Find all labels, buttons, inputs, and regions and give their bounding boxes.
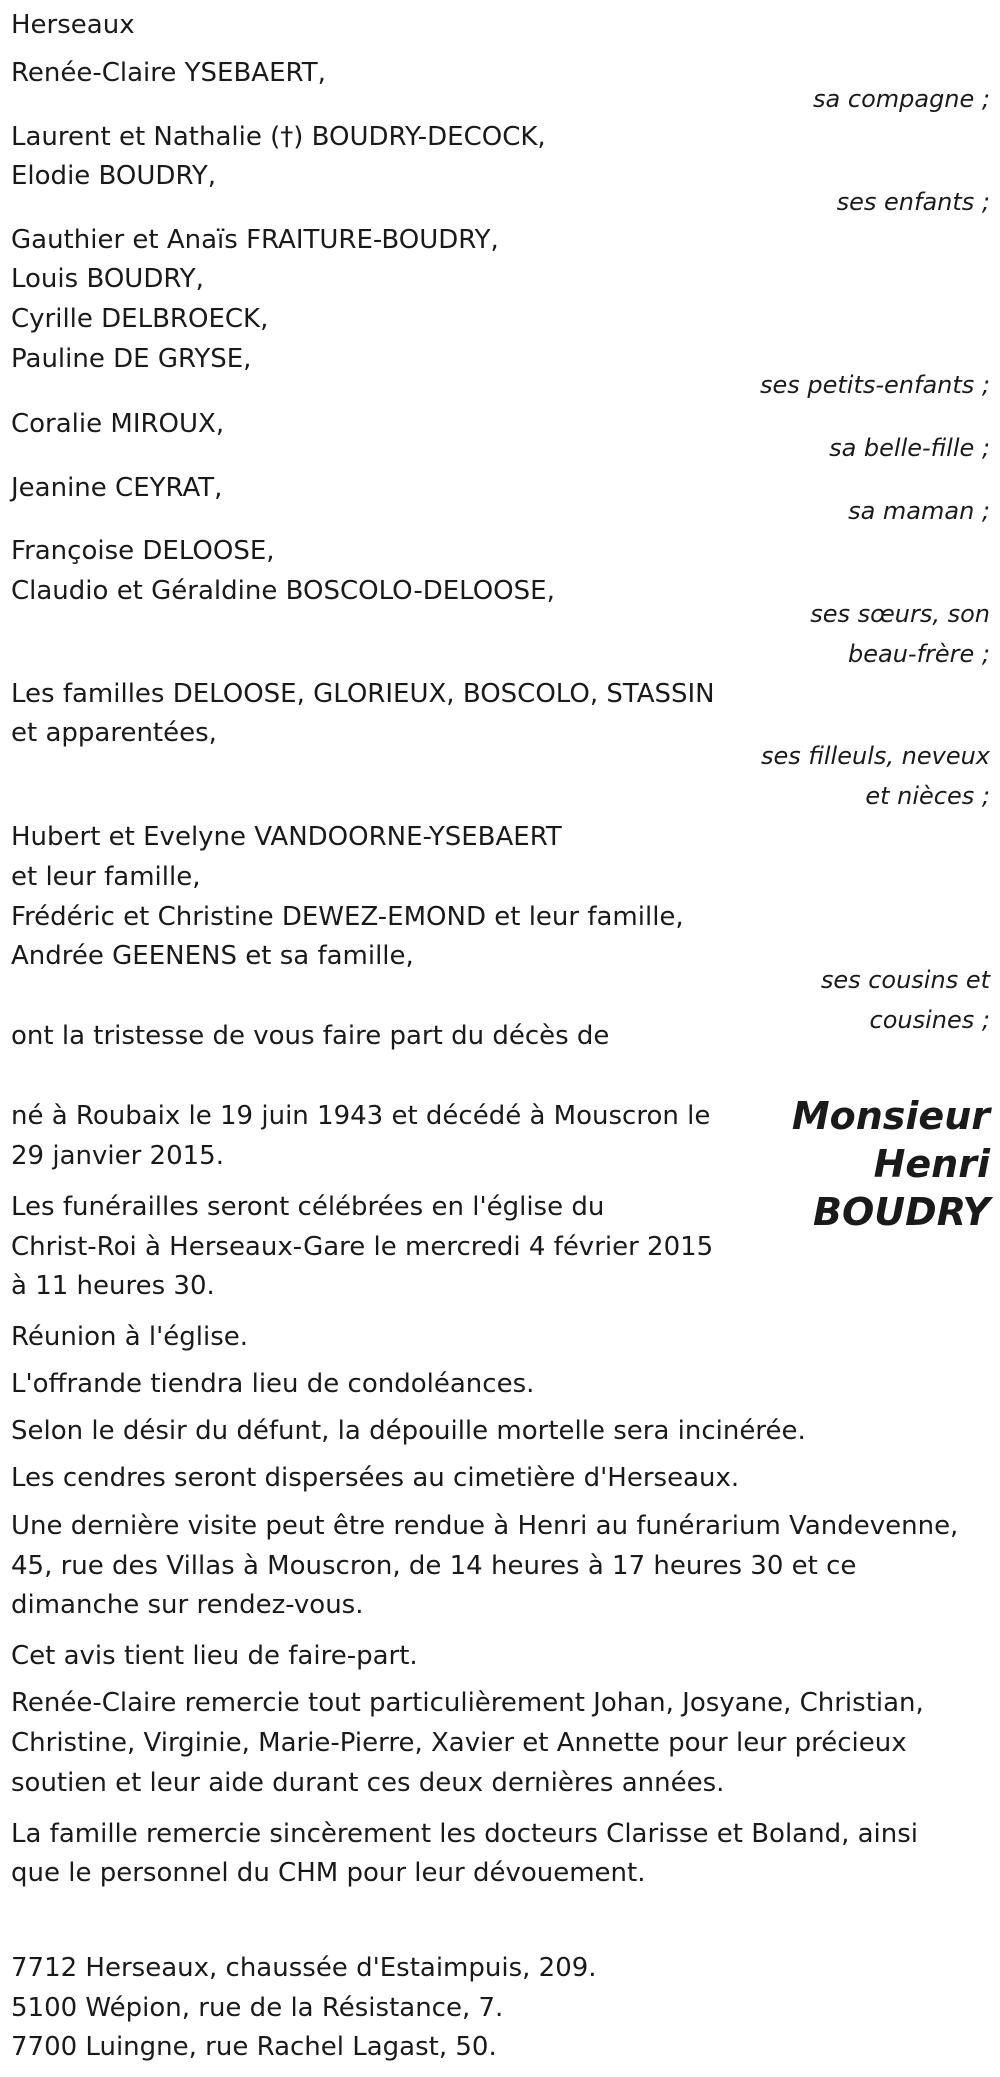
relation-label: beau-frère ; [847, 640, 990, 668]
mourner-line: Coralie MIROUX, [11, 409, 225, 439]
relation-label: sa belle-fille ; [829, 434, 990, 462]
body-line: Renée-Claire remercie tout particulièrement Johan, Josyane, Christian, [11, 1688, 924, 1718]
mourner-line: Laurent et Nathalie (†) BOUDRY-DECOCK, [11, 122, 546, 152]
body-line: L'offrande tiendra lieu de condoléances. [11, 1369, 535, 1399]
body-line: soutien et leur aide durant ces deux dernières années. [11, 1768, 725, 1798]
body-line: Réunion à l'église. [11, 1322, 249, 1352]
relation-label: sa maman ; [848, 497, 990, 525]
mourner-line: Hubert et Evelyne VANDOORNE-YSEBAERT [11, 822, 562, 852]
relation-label: cousines ; [869, 1006, 990, 1034]
deceased-name [792, 1092, 990, 1236]
body-line: 29 janvier 2015. [11, 1141, 224, 1171]
body-line: à 11 heures 30. [11, 1271, 215, 1301]
mourner-line: Gauthier et Anaïs FRAITURE-BOUDRY, [11, 225, 499, 255]
mourner-line: et leur famille, [11, 862, 201, 892]
body-line: Cet avis tient lieu de faire-part. [11, 1641, 418, 1671]
announcement-text: ont la tristesse de vous faire part du décès de [11, 1021, 610, 1051]
address-line: 7712 Herseaux, chaussée d'Estaimpuis, 209. [11, 1953, 597, 1983]
body-line: Les funérailles seront célébrées en l'église du [11, 1192, 605, 1222]
body-line: Christine, Virginie, Marie-Pierre, Xavier et Annette pour leur précieux [11, 1728, 907, 1758]
relation-label: ses cousins et [820, 966, 990, 994]
address-line: 5100 Wépion, rue de la Résistance, 7. [11, 1993, 504, 2023]
body-line: La famille remercie sincèrement les docteurs Clarisse et Boland, ainsi [11, 1819, 919, 1849]
mourner-line: Jeanine CEYRAT, [11, 473, 223, 503]
mourner-line: Renée-Claire YSEBAERT, [11, 58, 326, 88]
mourner-line: Cyrille DELBROECK, [11, 304, 269, 334]
body-line: dimanche sur rendez-vous. [11, 1590, 364, 1620]
body-line: que le personnel du CHM pour leur dévouement. [11, 1858, 646, 1888]
mourner-line: Françoise DELOOSE, [11, 536, 275, 566]
deceased-last-name: BOUDRY [813, 1190, 990, 1234]
relation-label: ses enfants ; [836, 188, 990, 216]
relation-label: et nièces ; [865, 782, 990, 810]
deceased-first-name: Henri [873, 1142, 990, 1186]
relation-label: ses filleuls, neveux [760, 742, 990, 770]
mourner-line: Louis BOUDRY, [11, 264, 204, 294]
body-line: Les cendres seront dispersées au cimetière d'Herseaux. [11, 1463, 740, 1493]
mourner-line: Claudio et Géraldine BOSCOLO-DELOOSE, [11, 576, 555, 606]
body-line: Selon le désir du défunt, la dépouille mortelle sera incinérée. [11, 1416, 806, 1446]
relation-label: sa compagne ; [813, 85, 990, 113]
body-line: 45, rue des Villas à Mouscron, de 14 heures à 17 heures 30 et ce [11, 1551, 857, 1581]
mourner-line: Frédéric et Christine DEWEZ-EMOND et leur famille, [11, 902, 684, 932]
mourner-line: Les familles DELOOSE, GLORIEUX, BOSCOLO, STASSIN [11, 679, 715, 709]
place-header: Herseaux [11, 10, 135, 40]
mourner-line: et apparentées, [11, 718, 217, 748]
relation-label: ses sœurs, son [810, 600, 990, 628]
mourner-line: Pauline DE GRYSE, [11, 344, 252, 374]
mourner-line: Elodie BOUDRY, [11, 161, 216, 191]
address-line: 7700 Luingne, rue Rachel Lagast, 50. [11, 2032, 497, 2062]
body-line: Christ-Roi à Herseaux-Gare le mercredi 4 février 2015 [11, 1232, 714, 1262]
body-line: Une dernière visite peut être rendue à Henri au funérarium Vandevenne, [11, 1511, 959, 1541]
mourner-line: Andrée GEENENS et sa famille, [11, 941, 414, 971]
body-line: né à Roubaix le 19 juin 1943 et décédé à Mouscron le [11, 1101, 711, 1131]
deceased-title: Monsieur [791, 1094, 990, 1138]
relation-label: ses petits-enfants ; [759, 371, 990, 399]
